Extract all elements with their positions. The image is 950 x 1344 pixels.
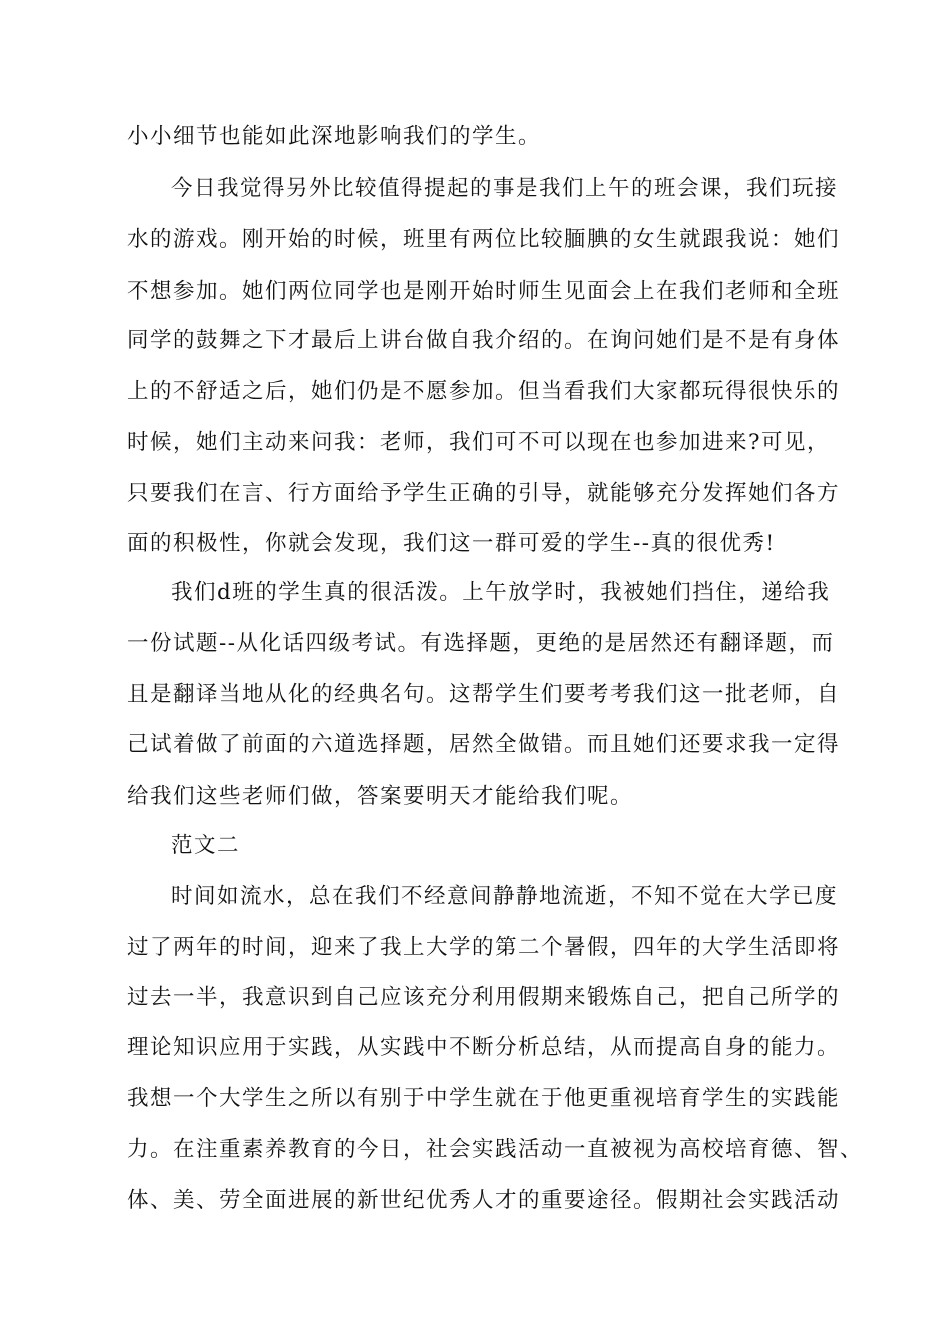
paragraph-first-line: 我们d班的学生真的很活泼。上午放学时，我被她们挡住，递给我 xyxy=(171,580,831,605)
text-line: 我想一个大学生之所以有别于中学生就在于他更重视培育学生的实践能 xyxy=(127,1086,841,1111)
text-line: 过了两年的时间，迎来了我上大学的第二个暑假，四年的大学生活即将 xyxy=(127,935,841,960)
text-line: 一份试题--从化话四级考试。有选择题，更绝的是居然还有翻译题，而 xyxy=(127,631,835,656)
section-heading: 范文二 xyxy=(171,833,241,858)
text-line: 且是翻译当地从化的经典名句。这帮学生们要考考我们这一批老师，自 xyxy=(127,682,841,707)
text-line: 己试着做了前面的六道选择题，居然全做错。而且她们还要求我一定得 xyxy=(127,732,841,757)
text-line: 给我们这些老师们做，答案要明天才能给我们呢。 xyxy=(127,784,634,809)
text-line: 面的积极性，你就会发现，我们这一群可爱的学生--真的很优秀! xyxy=(127,531,776,556)
text-line: 理论知识应用于实践，从实践中不断分析总结，从而提高自身的能力。 xyxy=(127,1035,841,1060)
text-line: 时候，她们主动来问我：老师，我们可不可以现在也参加进来?可见， xyxy=(127,430,831,455)
text-line: 力。在注重素养教育的今日，社会实践活动一直被视为高校培育德、智、 xyxy=(127,1137,864,1162)
text-line: 上的不舒适之后，她们仍是不愿参加。但当看我们大家都玩得很快乐的 xyxy=(127,379,841,404)
text-line: 只要我们在言、行方面给予学生正确的引导，就能够充分发挥她们各方 xyxy=(127,481,841,506)
paragraph-first-line: 今日我觉得另外比较值得提起的事是我们上午的班会课，我们玩接 xyxy=(171,176,839,201)
text-line: 过去一半，我意识到自己应该充分利用假期来锻炼自己，把自己所学的 xyxy=(127,985,841,1010)
text-line: 同学的鼓舞之下才最后上讲台做自我介绍的。在询问她们是不是有身体 xyxy=(127,328,841,353)
text-line: 体、美、劳全面进展的新世纪优秀人才的重要途径。假期社会实践活动 xyxy=(127,1188,841,1213)
text-line: 水的游戏。刚开始的时候，班里有两位比较腼腆的女生就跟我说：她们 xyxy=(127,227,841,252)
paragraph-first-line: 时间如流水，总在我们不经意间静静地流逝，不知不觉在大学已度 xyxy=(171,884,839,909)
text-line: 不想参加。她们两位同学也是刚开始时师生见面会上在我们老师和全班 xyxy=(127,279,841,304)
text-line: 小小细节也能如此深地影响我们的学生。 xyxy=(127,124,542,149)
